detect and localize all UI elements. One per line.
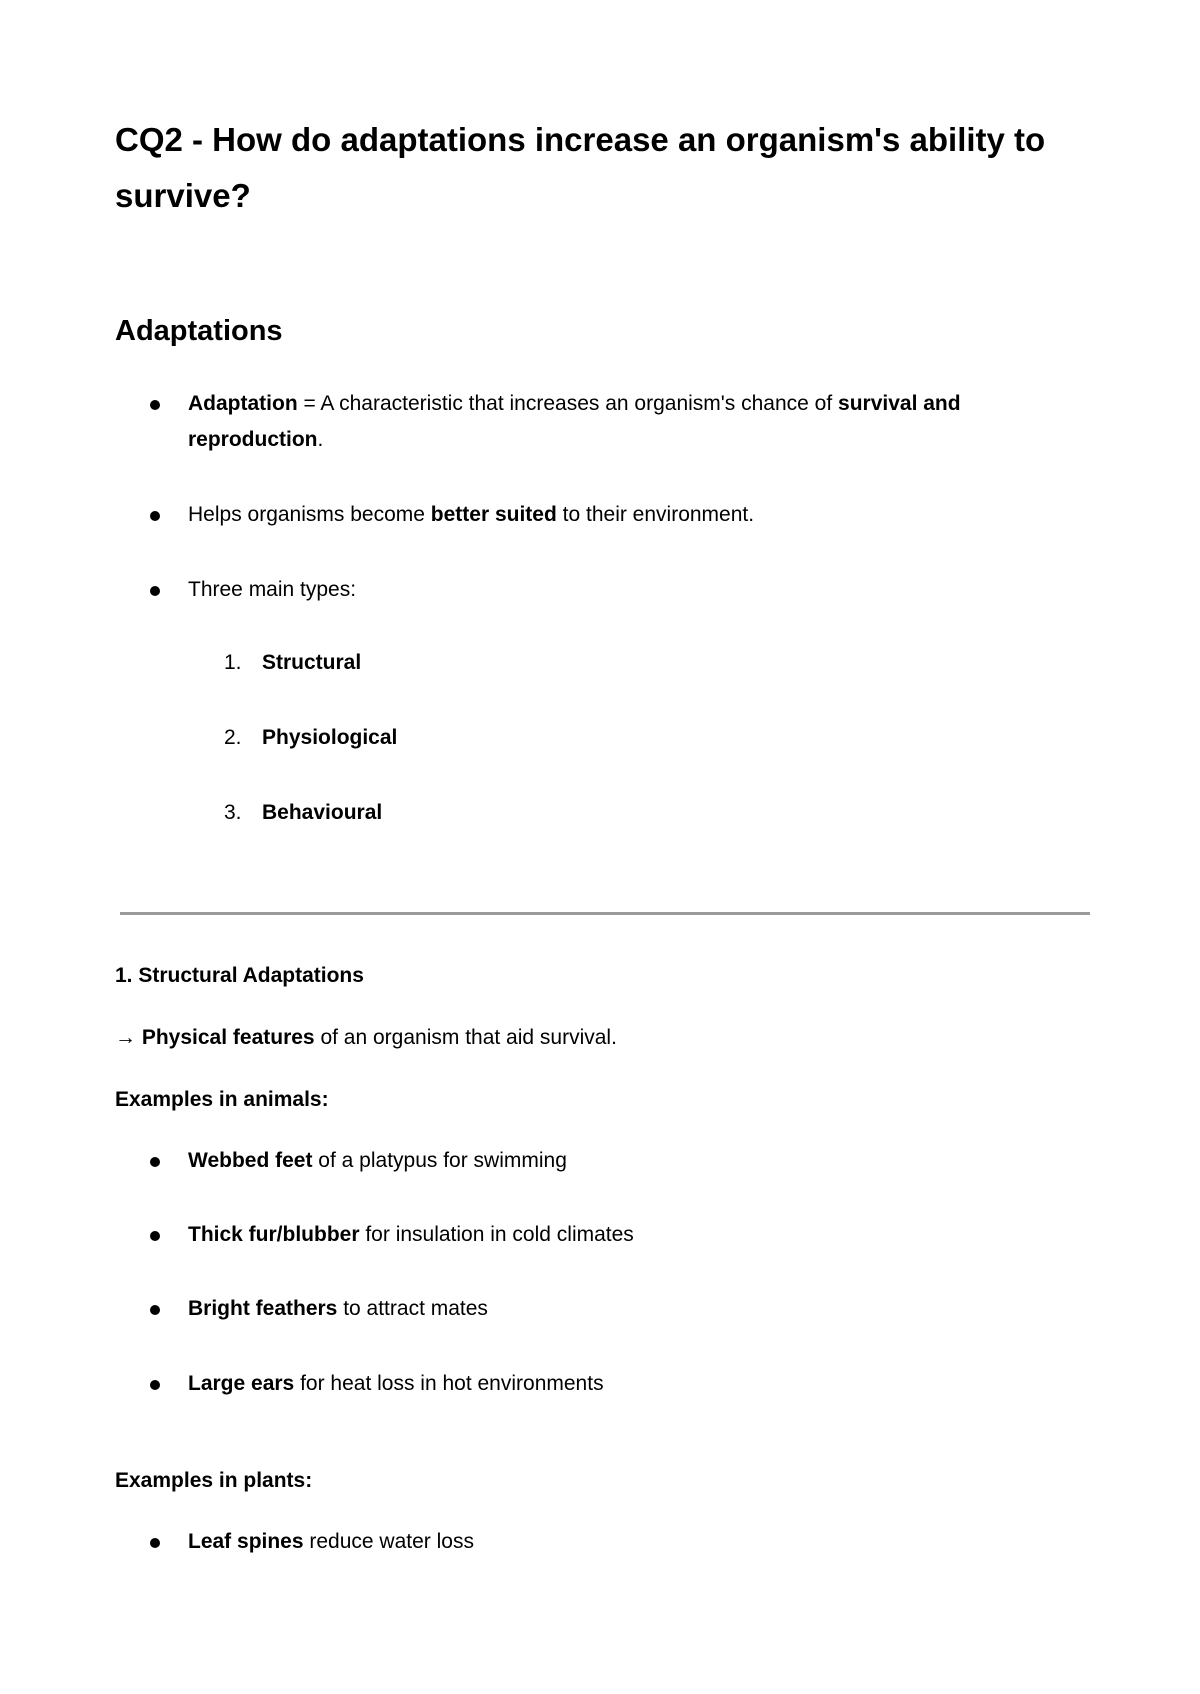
bullet-icon [150, 586, 160, 596]
list-item-text [188, 1291, 488, 1327]
term-bold: Leaf spines [188, 1530, 304, 1553]
term-bold: Large ears [188, 1372, 295, 1395]
list-item-text [188, 1143, 567, 1179]
subsection-heading-structural: 1. Structural Adaptations [115, 964, 364, 987]
document-title: CQ2 - How do adaptations increase an organism's ability to survive? [115, 121, 1046, 214]
list-item-text: Three main types: [188, 578, 357, 601]
term-bold: Thick fur/blubber [188, 1223, 360, 1246]
list-item-text [188, 1524, 474, 1560]
punctuation: . [317, 428, 324, 451]
arrow-icon: → [115, 1026, 142, 1049]
emphasis-bold: survival and reproduction [188, 392, 961, 451]
numbered-item-label: Behavioural [262, 801, 383, 824]
term-bold: Physical features [141, 1026, 315, 1049]
bullet-icon [150, 1538, 160, 1548]
term-bold: Webbed feet [188, 1149, 313, 1172]
bullet-icon [150, 1305, 160, 1315]
emphasis-bold: better suited [430, 503, 557, 526]
term-bold: Bright feathers [188, 1297, 338, 1320]
number-marker: 2. [224, 726, 242, 749]
list-item-text [188, 497, 754, 533]
definition-text: = A characteristic that increases an organism's chance of [297, 392, 839, 415]
list-item-text [188, 386, 1068, 458]
section-heading-adaptations: Adaptations [115, 315, 283, 347]
numbered-item-label: Physiological [262, 726, 398, 749]
number-marker: 3. [224, 801, 242, 824]
list-item-text [188, 1217, 634, 1253]
bullet-icon [150, 400, 160, 410]
term-bold: Adaptation [188, 392, 298, 415]
examples-plants-heading: Examples in plants: [115, 1469, 313, 1492]
number-marker: 1. [224, 651, 242, 674]
bullet-icon [150, 1231, 160, 1241]
bullet-icon [150, 1157, 160, 1167]
horizontal-divider [120, 912, 1090, 915]
numbered-item-label: Structural [262, 651, 362, 674]
text-segment: for insulation in cold climates [359, 1223, 634, 1246]
definition-text: of an organism that aid survival. [314, 1026, 617, 1049]
text-segment: of a platypus for swimming [312, 1149, 567, 1172]
examples-animals-heading: Examples in animals: [115, 1088, 329, 1111]
text-segment: to attract mates [337, 1297, 488, 1320]
text-segment: reduce water loss [303, 1530, 474, 1553]
bullet-icon [150, 511, 160, 521]
list-item-text [188, 1366, 604, 1402]
text-segment: for heat loss in hot environments [294, 1372, 604, 1395]
text-segment: Helps organisms become [188, 503, 431, 526]
definition-line [115, 1020, 617, 1056]
text-segment: to their environment. [556, 503, 755, 526]
bullet-icon [150, 1380, 160, 1390]
